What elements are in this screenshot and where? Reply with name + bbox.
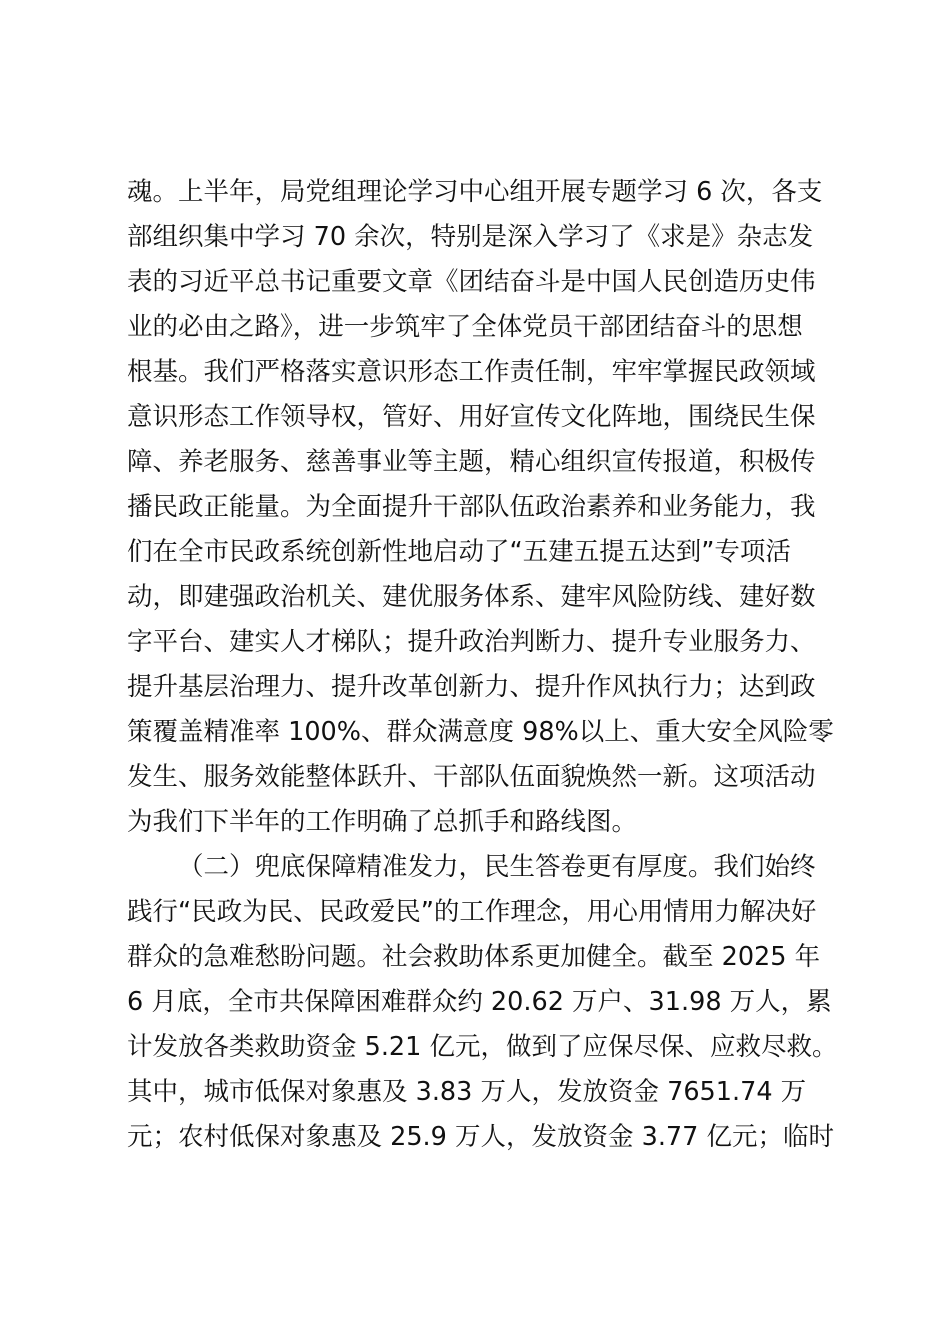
text-line: 意识形态工作领导权，管好、用好宣传文化阵地，围绕民生保 [127,402,816,432]
text-line: 动，即建强政治机关、建优服务体系、建牢风险防线、建好数 [127,582,816,612]
text-line: 群众的急难愁盼问题。社会救助体系更加健全。截至 2025 年 [127,942,821,972]
text-line: 提升基层治理力、提升改革创新力、提升作风执行力；达到政 [127,672,816,702]
section-heading-line: （二）兜底保障精准发力，民生答卷更有厚度。我们始终 [178,852,816,882]
text-line: 字平台、建实人才梯队；提升政治判断力、提升专业服务力、 [127,627,816,657]
text-line: 部组织集中学习 70 余次，特别是深入学习了《求是》杂志发 [127,222,814,252]
text-line: 为我们下半年的工作明确了总抓手和路线图。 [127,807,638,837]
text-line: 计发放各类救助资金 5.21 亿元，做到了应保尽保、应救尽救。 [127,1032,838,1062]
body-text [127,170,847,1160]
text-line: 践行“民政为民、民政爱民”的工作理念，用心用情用力解决好 [127,897,817,927]
text-line: 魂。上半年，局党组理论学习中心组开展专题学习 6 次，各支 [127,177,823,207]
text-line: 们在全市民政系统创新性地启动了“五建五提五达到”专项活 [127,537,791,567]
text-line: 障、养老服务、慈善事业等主题，精心组织宣传报道，积极传 [127,447,816,477]
text-line: 其中，城市低保对象惠及 3.83 万人，发放资金 7651.74 万 [127,1077,807,1107]
text-line: 业的必由之路》，进一步筑牢了全体党员干部团结奋斗的思想 [127,312,803,342]
text-line: 6 月底，全市共保障困难群众约 20.62 万户、31.98 万人，累 [127,987,832,1017]
text-line: 发生、服务效能整体跃升、干部队伍面貌焕然一新。这项活动 [127,762,816,792]
text-line: 播民政正能量。为全面提升干部队伍政治素养和业务能力，我 [127,492,816,522]
text-line: 元；农村低保对象惠及 25.9 万人，发放资金 3.77 亿元；临时 [127,1122,834,1152]
text-line: 表的习近平总书记重要文章《团结奋斗是中国人民创造历史伟 [127,267,816,297]
text-line: 策覆盖精准率 100%、群众满意度 98%以上、重大安全风险零 [127,717,834,747]
text-line: 根基。我们严格落实意识形态工作责任制，牢牢掌握民政领域 [127,357,816,387]
